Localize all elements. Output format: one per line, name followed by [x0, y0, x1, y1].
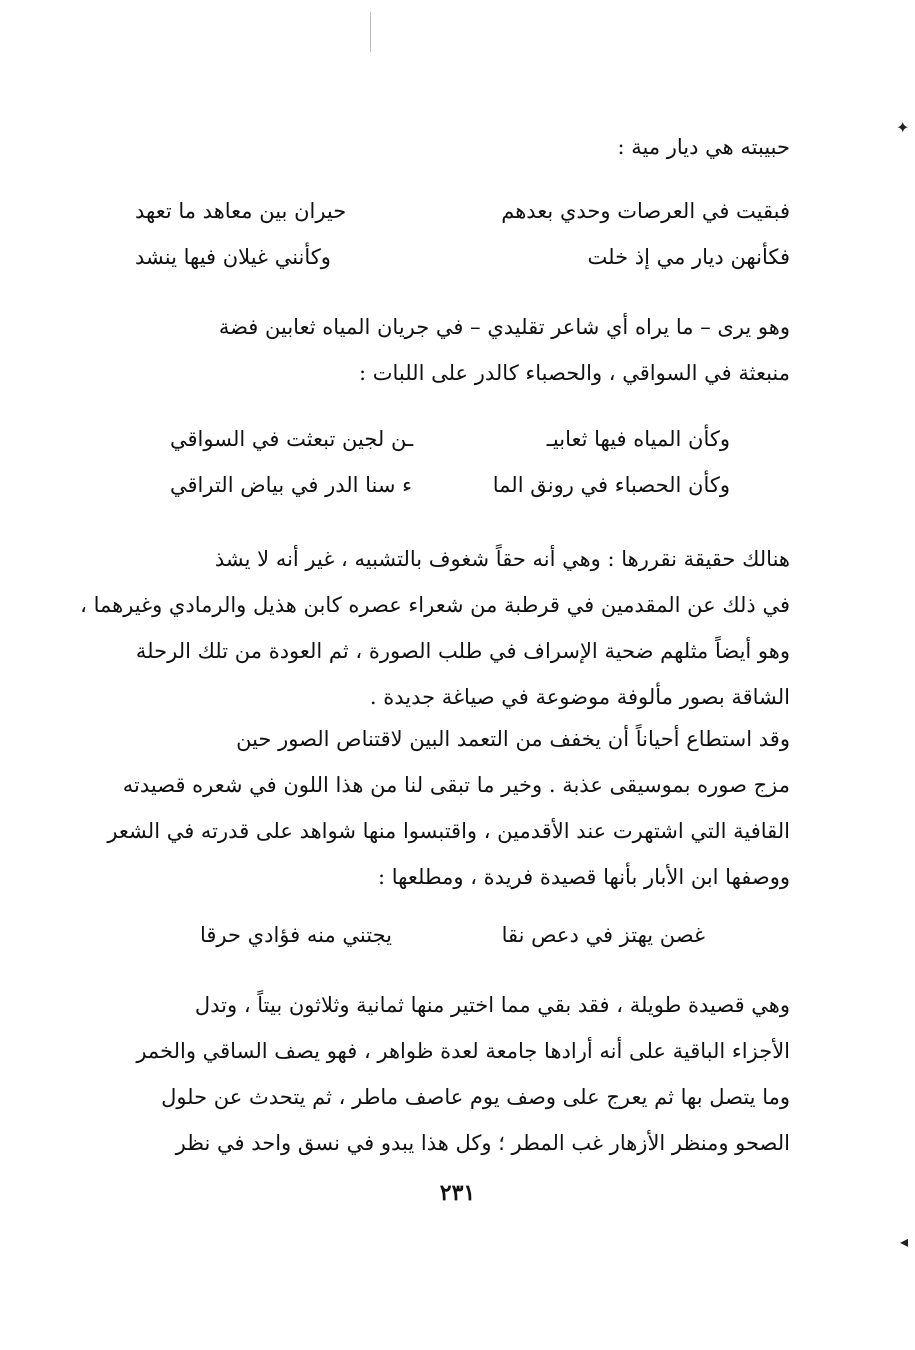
edge-mark-top: ✦	[896, 118, 910, 137]
verse1-line2-right: فكأنهن ديار مي إذ خلت	[587, 245, 790, 269]
verse3-left: يجتني منه فؤادي حرقا	[200, 923, 392, 947]
paragraph-2: هنالك حقيقة نقررها : وهي أنه حقاً شغوف بالتشبيه ، غير أنه لا يشذ في ذلك عن المقدمين في قرطبة من شعراء عصره كابن هذيل والرمادي وغيرهما ، وهو أيضاً مثلهم ضحية الإسراف في طلب الصورة ، ثم العودة من تلك الرحلة الشاقة بصور مألوفة موضوعة في صياغة جديدة .	[80, 547, 790, 709]
verse-block-2	[170, 416, 730, 508]
verse-block-3	[200, 912, 705, 958]
verse-block-1	[135, 188, 790, 280]
verse3-right: غصن يهتز في دعص نقا	[501, 923, 705, 947]
verse1-line2-left: وكأنني غيلان فيها ينشد	[135, 245, 331, 269]
verse2-line1-left: ـن لجين تبعثت في السواقي	[170, 427, 414, 451]
verse2-line1-right: وكأن المياه فيها ثعابيـ	[546, 427, 730, 451]
paragraph-1: وهو يرى – ما يراه أي شاعر تقليدي – في جريان المياه ثعابين فضة منبعثة في السواقي ، والحصباء كالدر على اللبات :	[218, 315, 790, 385]
paragraph-4: وهي قصيدة طويلة ، فقد بقي مما اختير منها ثمانية وثلاثون بيتاً ، وتدل الأجزاء الباقية على أنه أرادها جامعة لعدة ظواهر ، فهو يصف الساقي والخمر وما يتصل بها ثم يعرج على وصف يوم عاصف ماطر ، ثم يتحدث عن حلول الصحو ومنظر الأزهار غب المطر ؛ وكل هذا يبدو في نسق واحد في نظر	[136, 993, 790, 1155]
gutter-line	[370, 12, 371, 52]
paragraph-3: وقد استطاع أحياناً أن يخفف من التعمد البين لاقتناص الصور حين مزج صوره بموسيقى عذبة . وخير ما تبقى لنا من هذا اللون في شعره قصيدته القافية التي اشتهرت عند الأقدمين ، واقتبسوا منها شواهد على قدرته في الشعر ووصفها ابن الأبار بأنها قصيدة فريدة ، ومطلعها :	[107, 727, 790, 889]
verse1-line1-right: فبقيت في العرصات وحدي بعدهم	[501, 199, 790, 223]
verse2-line2-right: وكأن الحصباء في رونق الما	[492, 473, 730, 497]
page-number: ٢٣١	[439, 1180, 476, 1206]
intro-line: حبيبته هي ديار مية :	[617, 135, 790, 159]
verse1-line1-left: حيران بين معاهد ما تعهد	[135, 199, 347, 223]
verse2-line2-left: ء سنا الدر في بياض التراقي	[170, 473, 413, 497]
edge-mark-bottom: ◂	[900, 1232, 909, 1251]
